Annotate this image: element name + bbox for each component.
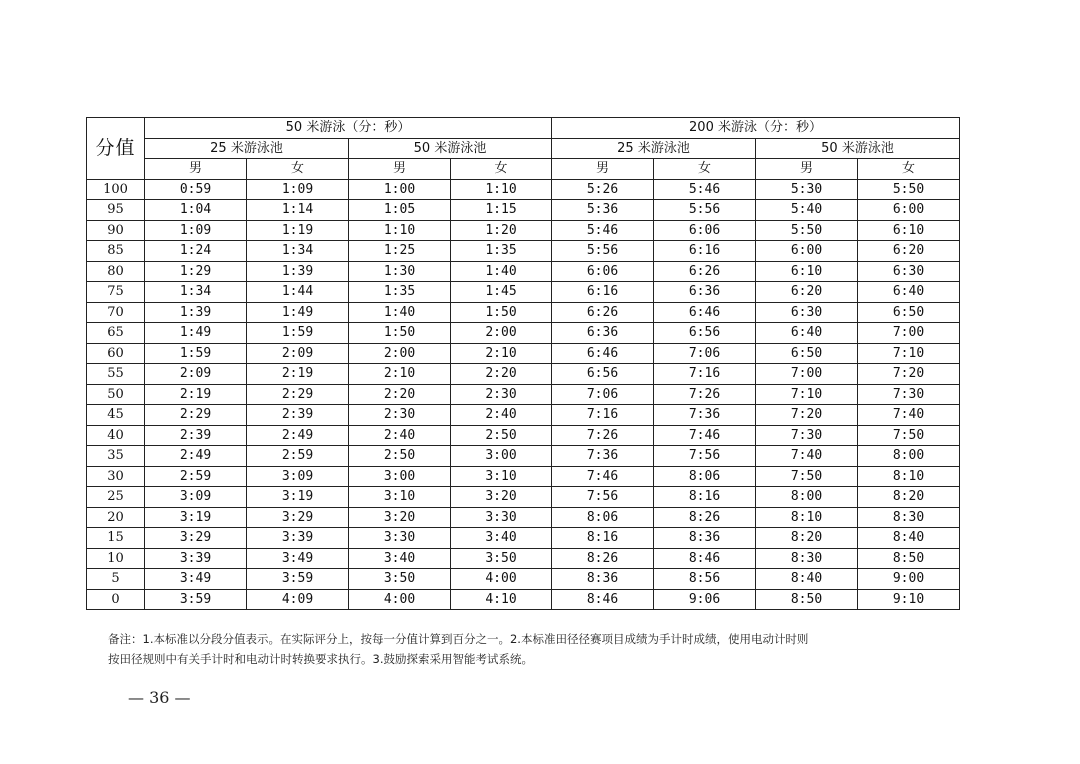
time-cell: 7:10	[858, 343, 960, 364]
time-cell: 1:34	[247, 241, 349, 262]
time-cell: 6:16	[654, 241, 756, 262]
table-row	[87, 548, 960, 569]
time-cell: 8:26	[552, 548, 654, 569]
time-cell: 1:59	[247, 323, 349, 344]
time-cell: 1:59	[145, 343, 247, 364]
time-cell: 1:39	[145, 302, 247, 323]
time-cell: 7:56	[654, 446, 756, 467]
time-cell: 6:20	[858, 241, 960, 262]
time-cell: 2:59	[247, 446, 349, 467]
time-cell: 1:24	[145, 241, 247, 262]
time-cell: 7:26	[654, 384, 756, 405]
time-cell: 6:36	[552, 323, 654, 344]
time-cell: 3:29	[145, 528, 247, 549]
table-row	[87, 405, 960, 426]
time-cell: 7:26	[552, 425, 654, 446]
time-cell: 3:09	[247, 466, 349, 487]
time-cell: 7:16	[552, 405, 654, 426]
time-cell: 1:15	[451, 200, 552, 221]
time-cell: 2:09	[247, 343, 349, 364]
time-cell: 8:20	[858, 487, 960, 508]
time-cell: 6:56	[654, 323, 756, 344]
time-cell: 3:00	[349, 466, 451, 487]
time-cell: 3:39	[145, 548, 247, 569]
time-cell: 6:20	[756, 282, 858, 303]
time-cell: 7:06	[654, 343, 756, 364]
time-cell: 6:16	[552, 282, 654, 303]
gender-header: 女	[451, 159, 552, 180]
time-cell: 2:29	[247, 384, 349, 405]
time-cell: 3:40	[451, 528, 552, 549]
score-cell: 80	[87, 261, 145, 282]
time-cell: 8:46	[552, 589, 654, 610]
score-cell: 15	[87, 528, 145, 549]
time-cell: 3:40	[349, 548, 451, 569]
time-cell: 3:00	[451, 446, 552, 467]
time-cell: 8:40	[756, 569, 858, 590]
table-row	[87, 200, 960, 221]
time-cell: 0:59	[145, 179, 247, 200]
time-cell: 7:36	[654, 405, 756, 426]
time-cell: 1:40	[451, 261, 552, 282]
time-cell: 7:30	[858, 384, 960, 405]
time-cell: 8:26	[654, 507, 756, 528]
time-cell: 1:45	[451, 282, 552, 303]
time-cell: 2:40	[451, 405, 552, 426]
time-cell: 8:50	[858, 548, 960, 569]
time-cell: 8:16	[654, 487, 756, 508]
time-cell: 8:00	[858, 446, 960, 467]
time-cell: 3:30	[349, 528, 451, 549]
table-row	[87, 589, 960, 610]
time-cell: 7:50	[858, 425, 960, 446]
table-row	[87, 302, 960, 323]
table-row	[87, 425, 960, 446]
time-cell: 3:49	[247, 548, 349, 569]
gender-header: 女	[247, 159, 349, 180]
time-cell: 7:16	[654, 364, 756, 385]
time-cell: 1:19	[247, 220, 349, 241]
time-cell: 1:14	[247, 200, 349, 221]
time-cell: 2:20	[349, 384, 451, 405]
time-cell: 1:40	[349, 302, 451, 323]
time-cell: 6:06	[654, 220, 756, 241]
time-cell: 1:50	[451, 302, 552, 323]
time-cell: 3:59	[247, 569, 349, 590]
time-cell: 7:36	[552, 446, 654, 467]
score-cell: 35	[87, 446, 145, 467]
time-cell: 7:00	[756, 364, 858, 385]
score-cell: 30	[87, 466, 145, 487]
time-cell: 4:09	[247, 589, 349, 610]
time-cell: 3:49	[145, 569, 247, 590]
table-row	[87, 384, 960, 405]
table-row	[87, 323, 960, 344]
time-cell: 2:19	[247, 364, 349, 385]
time-cell: 2:49	[247, 425, 349, 446]
time-cell: 2:10	[349, 364, 451, 385]
time-cell: 7:10	[756, 384, 858, 405]
time-cell: 8:00	[756, 487, 858, 508]
time-cell: 2:10	[451, 343, 552, 364]
score-column-header: 分值	[87, 118, 145, 180]
score-cell: 0	[87, 589, 145, 610]
time-cell: 1:50	[349, 323, 451, 344]
time-cell: 2:29	[145, 405, 247, 426]
time-cell: 1:10	[451, 179, 552, 200]
score-cell: 20	[87, 507, 145, 528]
time-cell: 5:30	[756, 179, 858, 200]
time-cell: 2:30	[451, 384, 552, 405]
time-cell: 1:44	[247, 282, 349, 303]
time-cell: 8:30	[858, 507, 960, 528]
score-cell: 85	[87, 241, 145, 262]
score-cell: 70	[87, 302, 145, 323]
table-row	[87, 220, 960, 241]
time-cell: 7:40	[756, 446, 858, 467]
time-cell: 2:00	[451, 323, 552, 344]
score-cell: 95	[87, 200, 145, 221]
table-body	[87, 179, 960, 610]
time-cell: 7:20	[756, 405, 858, 426]
pool-header-50m-50m: 50 米游泳池	[349, 138, 552, 159]
time-cell: 6:06	[552, 261, 654, 282]
time-cell: 1:20	[451, 220, 552, 241]
score-cell: 55	[87, 364, 145, 385]
time-cell: 2:49	[145, 446, 247, 467]
table-row	[87, 241, 960, 262]
time-cell: 3:59	[145, 589, 247, 610]
time-cell: 6:26	[654, 261, 756, 282]
time-cell: 2:09	[145, 364, 247, 385]
score-cell: 100	[87, 179, 145, 200]
time-cell: 7:30	[756, 425, 858, 446]
time-cell: 1:04	[145, 200, 247, 221]
time-cell: 6:30	[756, 302, 858, 323]
time-cell: 5:56	[654, 200, 756, 221]
time-cell: 7:00	[858, 323, 960, 344]
footnote-line: 备注：1.本标准以分段分值表示。在实际评分上，按每一分值计算到百分之一。2.本标准田径径赛项目成绩为手计时成绩，使用电动计时则	[108, 632, 809, 646]
score-cell: 50	[87, 384, 145, 405]
time-cell: 3:10	[349, 487, 451, 508]
time-cell: 6:40	[858, 282, 960, 303]
time-cell: 7:46	[654, 425, 756, 446]
time-cell: 6:50	[756, 343, 858, 364]
time-cell: 6:46	[654, 302, 756, 323]
gender-header: 女	[654, 159, 756, 180]
time-cell: 8:10	[756, 507, 858, 528]
time-cell: 5:26	[552, 179, 654, 200]
time-cell: 7:56	[552, 487, 654, 508]
time-cell: 6:10	[858, 220, 960, 241]
time-cell: 2:30	[349, 405, 451, 426]
time-cell: 3:20	[451, 487, 552, 508]
time-cell: 6:26	[552, 302, 654, 323]
time-cell: 3:19	[145, 507, 247, 528]
score-cell: 60	[87, 343, 145, 364]
table-row	[87, 466, 960, 487]
footnote	[108, 629, 938, 669]
time-cell: 3:30	[451, 507, 552, 528]
time-cell: 1:34	[145, 282, 247, 303]
pool-header-200m-50m: 50 米游泳池	[756, 138, 960, 159]
time-cell: 8:20	[756, 528, 858, 549]
time-cell: 1:39	[247, 261, 349, 282]
time-cell: 1:00	[349, 179, 451, 200]
gender-header: 男	[145, 159, 247, 180]
score-cell: 25	[87, 487, 145, 508]
time-cell: 7:46	[552, 466, 654, 487]
score-cell: 45	[87, 405, 145, 426]
table-row	[87, 179, 960, 200]
time-cell: 6:40	[756, 323, 858, 344]
time-cell: 8:36	[552, 569, 654, 590]
time-cell: 1:10	[349, 220, 451, 241]
table-row	[87, 282, 960, 303]
time-cell: 2:40	[349, 425, 451, 446]
time-cell: 8:10	[858, 466, 960, 487]
time-cell: 6:50	[858, 302, 960, 323]
time-cell: 1:49	[145, 323, 247, 344]
time-cell: 5:36	[552, 200, 654, 221]
table-row	[87, 261, 960, 282]
gender-header: 男	[756, 159, 858, 180]
score-cell: 90	[87, 220, 145, 241]
time-cell: 1:25	[349, 241, 451, 262]
score-cell: 40	[87, 425, 145, 446]
time-cell: 8:06	[552, 507, 654, 528]
time-cell: 9:10	[858, 589, 960, 610]
gender-header-row	[87, 159, 960, 180]
time-cell: 4:00	[349, 589, 451, 610]
time-cell: 3:09	[145, 487, 247, 508]
time-cell: 1:49	[247, 302, 349, 323]
time-cell: 6:30	[858, 261, 960, 282]
time-cell: 1:30	[349, 261, 451, 282]
time-cell: 1:35	[451, 241, 552, 262]
time-cell: 3:19	[247, 487, 349, 508]
time-cell: 9:06	[654, 589, 756, 610]
time-cell: 2:50	[349, 446, 451, 467]
time-cell: 5:46	[552, 220, 654, 241]
time-cell: 6:10	[756, 261, 858, 282]
score-cell: 10	[87, 548, 145, 569]
table-row	[87, 507, 960, 528]
time-cell: 7:06	[552, 384, 654, 405]
group-header-200m: 200 米游泳（分：秒）	[552, 118, 960, 139]
time-cell: 8:50	[756, 589, 858, 610]
time-cell: 8:56	[654, 569, 756, 590]
page-number: — 36 —	[128, 688, 191, 707]
time-cell: 5:50	[756, 220, 858, 241]
time-cell: 2:50	[451, 425, 552, 446]
time-cell: 2:59	[145, 466, 247, 487]
score-cell: 5	[87, 569, 145, 590]
time-cell: 7:40	[858, 405, 960, 426]
score-cell: 65	[87, 323, 145, 344]
pool-header-50m-25m: 25 米游泳池	[145, 138, 349, 159]
time-cell: 3:50	[349, 569, 451, 590]
time-cell: 3:29	[247, 507, 349, 528]
time-cell: 8:40	[858, 528, 960, 549]
time-cell: 4:10	[451, 589, 552, 610]
time-cell: 6:00	[858, 200, 960, 221]
gender-header: 女	[858, 159, 960, 180]
table-row	[87, 487, 960, 508]
time-cell: 6:36	[654, 282, 756, 303]
footnote-line: 按田径规则中有关手计时和电动计时转换要求执行。3.鼓励探索采用智能考试系统。	[108, 652, 533, 666]
time-cell: 8:30	[756, 548, 858, 569]
time-cell: 1:35	[349, 282, 451, 303]
table-row	[87, 446, 960, 467]
time-cell: 7:50	[756, 466, 858, 487]
time-cell: 7:20	[858, 364, 960, 385]
time-cell: 5:46	[654, 179, 756, 200]
time-cell: 1:09	[145, 220, 247, 241]
time-cell: 3:20	[349, 507, 451, 528]
time-cell: 3:10	[451, 466, 552, 487]
time-cell: 4:00	[451, 569, 552, 590]
time-cell: 2:20	[451, 364, 552, 385]
table-row	[87, 528, 960, 549]
time-cell: 2:00	[349, 343, 451, 364]
time-cell: 8:46	[654, 548, 756, 569]
time-cell: 8:16	[552, 528, 654, 549]
table-row	[87, 364, 960, 385]
time-cell: 2:19	[145, 384, 247, 405]
time-cell: 6:00	[756, 241, 858, 262]
time-cell: 5:50	[858, 179, 960, 200]
time-cell: 2:39	[247, 405, 349, 426]
time-cell: 8:36	[654, 528, 756, 549]
time-cell: 1:09	[247, 179, 349, 200]
time-cell: 1:05	[349, 200, 451, 221]
time-cell: 3:50	[451, 548, 552, 569]
group-header-50m: 50 米游泳（分：秒）	[145, 118, 552, 139]
time-cell: 5:40	[756, 200, 858, 221]
time-cell: 6:56	[552, 364, 654, 385]
time-cell: 2:39	[145, 425, 247, 446]
time-cell: 1:29	[145, 261, 247, 282]
time-cell: 6:46	[552, 343, 654, 364]
gender-header: 男	[349, 159, 451, 180]
gender-header: 男	[552, 159, 654, 180]
time-cell: 9:00	[858, 569, 960, 590]
pool-header-200m-25m: 25 米游泳池	[552, 138, 756, 159]
table-row	[87, 569, 960, 590]
time-cell: 3:39	[247, 528, 349, 549]
swimming-score-table	[86, 117, 960, 610]
score-cell: 75	[87, 282, 145, 303]
table-row	[87, 343, 960, 364]
time-cell: 5:56	[552, 241, 654, 262]
time-cell: 8:06	[654, 466, 756, 487]
